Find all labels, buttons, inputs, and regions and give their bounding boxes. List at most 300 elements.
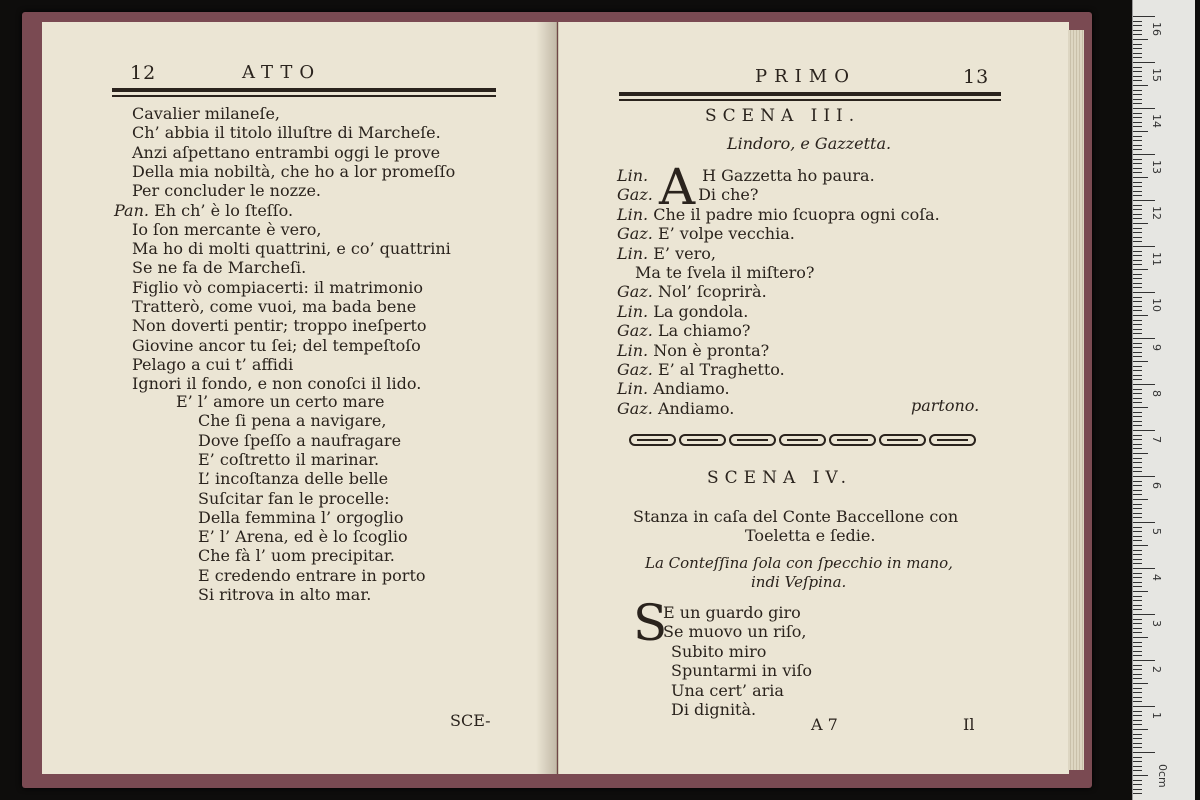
verse-text: Di dignità.: [671, 700, 757, 719]
speaker-label: Gaz.: [617, 224, 653, 244]
ruler-tick: [1133, 439, 1142, 440]
scene-3-heading: SCENA III.: [705, 106, 861, 126]
ornament-link: [929, 434, 976, 446]
ruler-tick: [1133, 356, 1142, 357]
ruler-tick: [1133, 205, 1142, 206]
ruler-tick: [1133, 126, 1142, 127]
scene-4-cast-line-2: indi Veſpina.: [751, 573, 847, 591]
verse-text: Che fà l’ uom precipitar.: [198, 546, 395, 566]
ruler-tick: [1133, 292, 1155, 293]
ruler-tick: [1133, 550, 1142, 551]
verse-line: [132, 123, 441, 142]
aria-line: [198, 411, 386, 430]
verse-line: [132, 336, 421, 355]
verse-text: Figlio vò compiacerti: il matrimonio: [132, 277, 424, 297]
verse-line: [132, 162, 455, 181]
ruler-number: 4: [1150, 574, 1163, 581]
speaker-label: Gaz.: [617, 185, 653, 205]
verse-text: Spuntarmi in viſo: [671, 661, 813, 681]
aria-line: [198, 566, 426, 585]
dialogue-line: [617, 166, 875, 185]
verse-text: Andiamo.: [653, 379, 730, 399]
ruler-tick: [1133, 352, 1142, 353]
ruler-tick: [1133, 85, 1148, 86]
ruler-tick: [1133, 251, 1142, 252]
ruler-tick: [1133, 586, 1142, 587]
ruler-tick: [1133, 402, 1142, 403]
page-edges: [1068, 30, 1084, 770]
dialogue-line: [617, 205, 940, 224]
verse-line: [132, 104, 280, 123]
ruler-tick: [1133, 320, 1142, 321]
ruler-tick: [1133, 287, 1142, 288]
ruler-tick: [1133, 140, 1142, 141]
ornament-divider: [629, 434, 976, 448]
dialogue-line: [617, 224, 795, 243]
ornament-link: [629, 434, 676, 446]
verse-text: E’ vero,: [653, 243, 716, 263]
scene-4-setting-line-1: Stanza in caſa del Conte Baccellone con: [633, 507, 959, 526]
page-number-left: 12: [130, 62, 157, 84]
speaker-label: Lin.: [617, 243, 649, 263]
ruler-tick: [1133, 485, 1142, 486]
ruler-tick: [1133, 499, 1148, 500]
verse-line: [132, 316, 427, 335]
verse-text: Cavalier milaneſe,: [132, 104, 280, 123]
ruler-tick: [1133, 724, 1142, 725]
ruler-tick: [1133, 131, 1148, 132]
ruler-tick: [1133, 375, 1142, 376]
ruler-tick: [1133, 398, 1142, 399]
running-head-left: ATTO: [242, 62, 322, 83]
ruler-number: 6: [1150, 482, 1163, 489]
ruler-tick: [1133, 458, 1142, 459]
ruler-tick: [1133, 168, 1142, 169]
ruler-tick: [1133, 379, 1142, 380]
ruler-tick: [1133, 614, 1155, 615]
ruler-tick: [1133, 743, 1142, 744]
ruler-tick: [1133, 467, 1142, 468]
ornament-link: [679, 434, 726, 446]
ruler-tick: [1133, 30, 1142, 31]
verse-text: Eh ch’ è lo ſteſſo.: [154, 200, 294, 220]
ruler-tick: [1133, 195, 1142, 196]
verse-text: Nol’ ſcoprirà.: [657, 282, 767, 302]
ruler-tick: [1133, 34, 1142, 35]
verse-text: Suſcitar fan le procelle:: [198, 488, 390, 508]
aria-line: [663, 603, 801, 622]
verse-text: La chiamo?: [657, 321, 751, 341]
ruler-tick: [1133, 609, 1142, 610]
ruler-tick: [1133, 697, 1142, 698]
dialogue-line: [617, 360, 785, 379]
verse-line: [132, 278, 423, 297]
ruler-tick: [1133, 692, 1142, 693]
ruler-tick: [1133, 223, 1148, 224]
ruler-tick: [1133, 53, 1142, 54]
ruler-tick: [1133, 752, 1155, 753]
ruler-tick: [1133, 90, 1142, 91]
ruler-tick: [1133, 683, 1148, 684]
aria-line: [198, 431, 401, 450]
ruler-tick: [1133, 545, 1148, 546]
aria-line: [671, 700, 756, 719]
scene-4-heading: SCENA IV.: [707, 468, 853, 488]
verse-text: Pelago a cui t’ affidi: [132, 354, 294, 374]
ruler-tick: [1133, 315, 1148, 316]
ruler-tick: [1133, 655, 1142, 656]
ruler-tick: [1133, 784, 1142, 785]
ruler-tick: [1133, 770, 1142, 771]
ruler-tick: [1133, 527, 1142, 528]
ruler-tick: [1133, 159, 1142, 160]
ruler-tick: [1133, 232, 1142, 233]
ruler-tick: [1133, 729, 1148, 730]
ruler-number: 1: [1150, 712, 1163, 719]
ruler-tick: [1133, 600, 1142, 601]
verse-text: Se ne fa de Marcheſi.: [132, 258, 307, 278]
ruler-tick: [1133, 522, 1155, 523]
scene-3-dropcap: A: [659, 158, 696, 216]
ornament-link: [729, 434, 776, 446]
ruler-number: 3: [1150, 620, 1163, 627]
ruler-number: 9: [1150, 344, 1163, 351]
ruler-number: 5: [1150, 528, 1163, 535]
verse-text: Se muovo un riſo,: [663, 622, 807, 642]
aria-line: [198, 546, 395, 565]
ruler-tick: [1133, 25, 1142, 26]
ruler-tick: [1133, 665, 1142, 666]
aria-line: [198, 450, 379, 469]
dialogue-line: [617, 244, 716, 263]
verse-text: Una cert’ aria: [671, 680, 784, 700]
verse-text: Subito miro: [671, 641, 767, 661]
ruler-tick: [1133, 573, 1142, 574]
ruler-tick: [1133, 21, 1142, 22]
dialogue-line: [617, 185, 758, 204]
ruler-tick: [1133, 421, 1142, 422]
dialogue-line: [617, 321, 751, 340]
verse-text: H Gazzetta ho paura.: [702, 166, 875, 185]
ruler-tick: [1133, 706, 1155, 707]
ruler-tick: [1133, 430, 1155, 431]
ruler-tick: [1133, 338, 1155, 339]
ruler-tick: [1133, 435, 1142, 436]
verse-line: [132, 181, 321, 200]
aria-line: [671, 642, 766, 661]
ruler-number: 11: [1150, 252, 1163, 266]
ornament-link: [779, 434, 826, 446]
ruler-tick: [1133, 471, 1142, 472]
verse-line: [114, 201, 293, 220]
verse-line: [132, 143, 440, 162]
ruler-tick: [1133, 384, 1155, 385]
ruler-tick: [1133, 462, 1142, 463]
ruler-tick: [1133, 513, 1142, 514]
verse-text: Ignori il fondo, e non conoſci il lido.: [132, 374, 422, 394]
dialogue-line: [617, 399, 734, 418]
verse-line: [132, 239, 451, 258]
verse-text: Non doverti pentir; troppo ineſperto: [132, 316, 427, 336]
ruler-tick: [1133, 540, 1142, 541]
ruler-tick: [1133, 563, 1142, 564]
ruler-tick: [1133, 481, 1142, 482]
header-rule-right: [619, 92, 1001, 96]
ruler-tick: [1133, 301, 1142, 302]
ruler-tick: [1133, 678, 1142, 679]
ruler-tick: [1133, 711, 1142, 712]
header-rule-left: [112, 88, 496, 92]
ruler-number: 2: [1150, 666, 1163, 673]
verse-text: E’ al Traghetto.: [657, 360, 785, 379]
ruler-tick: [1133, 536, 1142, 537]
ruler-tick: [1133, 200, 1155, 201]
verse-text: E’ volpe vecchia.: [657, 224, 795, 244]
ruler-tick: [1133, 734, 1142, 735]
header-rule-left-thin: [112, 95, 496, 97]
speaker-label: Gaz.: [617, 282, 653, 302]
verse-text: Ma te ſvela il miſtero?: [635, 263, 815, 282]
aria-line: [198, 585, 371, 604]
ruler-tick: [1133, 241, 1142, 242]
scene-4-cast-line-1: La Conteſſina ſola con ſpecchio in mano,: [645, 554, 953, 572]
ruler-tick: [1133, 122, 1142, 123]
page-number-right: 13: [963, 66, 990, 88]
aria-line: [198, 469, 388, 488]
verse-line: [132, 258, 306, 277]
scene-3-cast: Lindoro, e Gazzetta.: [727, 134, 892, 153]
aria-line: [176, 392, 384, 411]
aria-line: [198, 508, 404, 527]
dialogue-line: [617, 341, 769, 360]
ruler-tick: [1133, 370, 1142, 371]
verse-text: Di che?: [698, 185, 759, 205]
ruler-unit-label: 0cm: [1156, 764, 1169, 788]
ruler-tick: [1133, 720, 1142, 721]
dialogue-line: [635, 263, 814, 282]
ruler-number: 7: [1150, 436, 1163, 443]
measuring-ruler: [1132, 0, 1195, 800]
scene-4-dropcap: S: [633, 594, 668, 652]
ornament-link: [829, 434, 876, 446]
ruler-tick: [1133, 619, 1142, 620]
ruler-tick: [1133, 186, 1142, 187]
ruler-number: 16: [1150, 22, 1163, 36]
ruler-tick: [1133, 701, 1142, 702]
ruler-tick: [1133, 715, 1142, 716]
ruler-tick: [1133, 48, 1142, 49]
ruler-tick: [1133, 324, 1142, 325]
ruler-tick: [1133, 780, 1142, 781]
ruler-tick: [1133, 67, 1142, 68]
speaker-label: Gaz.: [617, 398, 653, 418]
aria-line: [198, 489, 390, 508]
ruler-tick: [1133, 651, 1142, 652]
ruler-tick: [1133, 218, 1142, 219]
ruler-tick: [1133, 688, 1142, 689]
verse-text: Giovine ancor tu ſei; del tempeſtoſo: [132, 335, 421, 355]
ruler-number: 13: [1150, 160, 1163, 174]
ruler-tick: [1133, 62, 1155, 63]
verse-text: L’ incoſtanza delle belle: [198, 469, 389, 489]
ruler-tick: [1133, 154, 1155, 155]
ruler-tick: [1133, 274, 1142, 275]
dialogue-line: [617, 282, 767, 301]
ruler-tick: [1133, 531, 1142, 532]
ruler-tick: [1133, 407, 1148, 408]
verse-text: E credendo entrare in porto: [198, 565, 426, 585]
ruler-tick: [1133, 310, 1142, 311]
ruler-tick: [1133, 264, 1142, 265]
ruler-tick: [1133, 329, 1142, 330]
ruler-tick: [1133, 172, 1142, 173]
ruler-tick: [1133, 623, 1142, 624]
ruler-tick: [1133, 366, 1142, 367]
ruler-number: 8: [1150, 390, 1163, 397]
signature-mark: A 7: [811, 715, 838, 734]
ruler-tick: [1133, 136, 1142, 137]
ruler-tick: [1133, 674, 1142, 675]
ruler-tick: [1133, 448, 1142, 449]
ruler-tick: [1133, 669, 1142, 670]
ruler-tick: [1133, 508, 1142, 509]
ruler-tick: [1133, 605, 1142, 606]
verse-text: Andiamo.: [657, 398, 735, 418]
scene-4-setting-line-2: Toeletta e ſedie.: [745, 526, 876, 545]
left-page: [42, 22, 557, 774]
ruler-tick: [1133, 393, 1142, 394]
verse-text: Per concluder le nozze.: [132, 181, 321, 201]
speaker-label: Gaz.: [617, 360, 653, 379]
aria-line: [671, 661, 812, 680]
verse-text: Della femmina l’ orgoglio: [198, 507, 404, 527]
dialogue-line: [617, 302, 748, 321]
ruler-tick: [1133, 260, 1142, 261]
ruler-tick: [1133, 660, 1155, 661]
right-page: [558, 22, 1069, 774]
verse-text: Io ſon mercante è vero,: [132, 219, 322, 239]
ruler-tick: [1133, 789, 1142, 790]
ruler-tick: [1133, 177, 1148, 178]
ruler-tick: [1133, 80, 1142, 81]
verse-text: E’ l’ Arena, ed è lo ſcoglio: [198, 527, 408, 547]
ruler-tick: [1133, 278, 1142, 279]
ruler-tick: [1133, 343, 1142, 344]
verse-text: Si ritrova in alto mar.: [198, 585, 372, 604]
verse-text: Anzi aſpettano entrambi oggi le prove: [132, 142, 441, 162]
ruler-tick: [1133, 632, 1142, 633]
ruler-tick: [1133, 582, 1142, 583]
ruler-number: 14: [1150, 114, 1163, 128]
verse-text: Ch’ abbia il titolo illuſtre di Marcheſe.: [132, 123, 441, 143]
aria-line: [198, 527, 408, 546]
ruler-tick: [1133, 57, 1142, 58]
dialogue-line: [617, 379, 730, 398]
ruler-tick: [1133, 747, 1142, 748]
ruler-number: 10: [1150, 298, 1163, 312]
ruler-tick: [1133, 517, 1142, 518]
ruler-number: 15: [1150, 68, 1163, 82]
ruler-tick: [1133, 476, 1155, 477]
ruler-tick: [1133, 504, 1142, 505]
verse-text: Che il padre mio ſcuopra ogni coſa.: [653, 204, 940, 224]
aria-line: [663, 622, 806, 641]
ruler-tick: [1133, 416, 1142, 417]
ruler-tick: [1133, 117, 1142, 118]
speaker-label: Gaz.: [617, 321, 653, 341]
ruler-tick: [1133, 297, 1142, 298]
ruler-tick: [1133, 269, 1148, 270]
ruler-tick: [1133, 444, 1142, 445]
ruler-tick: [1133, 39, 1148, 40]
ruler-tick: [1133, 76, 1142, 77]
ruler-tick: [1133, 347, 1142, 348]
ruler-tick: [1133, 306, 1142, 307]
verse-line: [132, 374, 421, 393]
ruler-tick: [1133, 453, 1148, 454]
ruler-tick: [1133, 646, 1142, 647]
speaker-label: Lin.: [617, 204, 649, 224]
ruler-tick: [1133, 577, 1142, 578]
verse-text: E un guardo giro: [663, 603, 801, 622]
verse-text: Tratterò, come vuoi, ma bada bene: [132, 297, 417, 316]
verse-line: [132, 355, 293, 374]
ruler-tick: [1133, 591, 1148, 592]
ruler-tick: [1133, 568, 1155, 569]
ruler-tick: [1133, 145, 1142, 146]
ruler-tick: [1133, 44, 1142, 45]
ruler-tick: [1133, 412, 1142, 413]
ruler-tick: [1133, 108, 1155, 109]
verse-text: Che ſi pena a navigare,: [198, 411, 387, 431]
verse-text: La gondola.: [653, 301, 749, 321]
verse-text: E’ coſtretto il marinar.: [198, 449, 380, 469]
ruler-tick: [1133, 333, 1142, 334]
ruler-tick: [1133, 490, 1142, 491]
speaker-label: Lin.: [617, 301, 649, 321]
catchword-right: Il: [963, 715, 975, 734]
ruler-tick: [1133, 642, 1142, 643]
verse-text: E’ l’ amore un certo mare: [176, 392, 385, 411]
ruler-tick: [1133, 149, 1142, 150]
ruler-tick: [1133, 775, 1148, 776]
ruler-tick: [1133, 361, 1148, 362]
ruler-tick: [1133, 228, 1142, 229]
ruler-tick: [1133, 214, 1142, 215]
ornament-link: [879, 434, 926, 446]
speaker-label: Lin.: [617, 166, 649, 185]
header-rule-right-thin: [619, 99, 1001, 101]
ruler-tick: [1133, 255, 1142, 256]
ruler-tick: [1133, 766, 1142, 767]
ruler-tick: [1133, 554, 1142, 555]
aria-line: [671, 681, 784, 700]
verse-text: Non è pronta?: [653, 340, 770, 360]
ruler-tick: [1133, 738, 1142, 739]
ruler-tick: [1133, 425, 1142, 426]
ruler-tick: [1133, 596, 1142, 597]
ruler-tick: [1133, 283, 1142, 284]
ruler-tick: [1133, 793, 1142, 794]
speaker-label: Pan.: [114, 200, 149, 220]
ruler-tick: [1133, 761, 1142, 762]
ruler-tick: [1133, 246, 1155, 247]
verse-line: [132, 297, 416, 316]
ruler-tick: [1133, 494, 1142, 495]
ruler-tick: [1133, 94, 1142, 95]
ruler-tick: [1133, 237, 1142, 238]
verse-text: Ma ho di molti quattrini, e co’ quattrini: [132, 239, 451, 259]
